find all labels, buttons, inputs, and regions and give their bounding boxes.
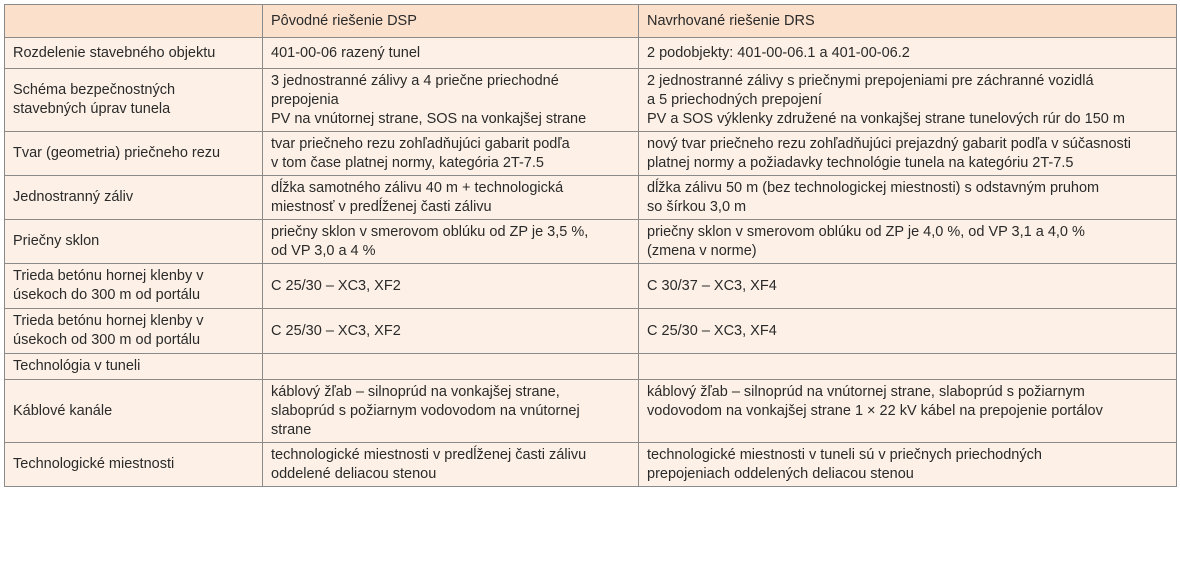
drs-cell [639, 443, 1177, 487]
dsp-cell [263, 354, 639, 380]
table-row [5, 176, 1177, 220]
table-row [5, 69, 1177, 132]
drs-cell [639, 220, 1177, 264]
drs-cell [639, 264, 1177, 309]
row-label-text: Trieda betónu hornej klenby v úsekoch do 300 m od portálu [13, 268, 204, 303]
row-label [5, 132, 263, 176]
drs-cell-line: vodovodom na vonkajšej strane 1 × 22 kV kábel na prepojenie portálov [647, 403, 1103, 419]
table-body [5, 38, 1177, 487]
dsp-cell-line: technologické miestnosti v predĺženej časti zálivu [271, 447, 587, 463]
dsp-cell [263, 220, 639, 264]
dsp-cell [263, 443, 639, 487]
drs-cell-line: (zmena v norme) [647, 243, 757, 259]
drs-cell-line: so šírkou 3,0 m [647, 199, 747, 215]
table-row [5, 220, 1177, 264]
row-label [5, 176, 263, 220]
dsp-cell [263, 69, 639, 132]
row-label-text: Káblové kanále [13, 402, 113, 419]
row-label-text: Technologické miestnosti [13, 456, 175, 472]
row-label [5, 220, 263, 264]
table-row [5, 132, 1177, 176]
drs-cell [639, 38, 1177, 69]
dsp-cell-line: prepojenia [271, 92, 339, 108]
table-row [5, 443, 1177, 487]
dsp-cell-line: dĺžka samotného zálivu 40 m + technologická [271, 180, 564, 196]
row-label-text: Priečny sklon [13, 233, 100, 249]
dsp-cell-line: 401-00-06 razený tunel [271, 45, 421, 61]
row-label [5, 264, 263, 309]
dsp-cell-line: od VP 3,0 a 4 % [271, 243, 376, 259]
header-drs: Navrhované riešenie DRS [639, 5, 1177, 38]
table-row [5, 354, 1177, 380]
header-empty [5, 5, 263, 38]
dsp-cell-line: tvar priečneho rezu zohľadňujúci gabarit podľa [271, 136, 570, 152]
table-row [5, 38, 1177, 69]
drs-cell-line: a 5 priechodných prepojení [647, 92, 822, 108]
dsp-cell-line: PV na vnútornej strane, SOS na vonkajšej strane [271, 111, 587, 127]
drs-cell-line: priečny sklon v smerovom oblúku od ZP je 4,0 %, od VP 3,1 a 4,0 % [647, 224, 1085, 240]
table-row [5, 264, 1177, 309]
drs-cell-line: 2 jednostranné zálivy s priečnymi prepojeniami pre záchranné vozidlá [647, 73, 1094, 89]
drs-cell-line: prepojeniach oddelených deliacou stenou [647, 466, 914, 482]
drs-cell [639, 354, 1177, 380]
dsp-cell-line: káblový žľab – silnoprúd na vonkajšej strane, [271, 384, 560, 400]
drs-cell [639, 132, 1177, 176]
dsp-cell-line: C 25/30 – XC3, XF2 [271, 323, 401, 339]
header-dsp: Pôvodné riešenie DSP [263, 5, 639, 38]
dsp-cell [263, 38, 639, 69]
row-label [5, 354, 263, 380]
drs-cell-line: nový tvar priečneho rezu zohľadňujúci prejazdný gabarit podľa v súčasnosti [647, 136, 1132, 152]
drs-cell-line: káblový žľab – silnoprúd na vnútornej strane, slaboprúd s požiarnym [647, 384, 1085, 400]
row-label [5, 380, 263, 443]
header-row [5, 5, 1177, 38]
row-label [5, 69, 263, 132]
dsp-cell-line: v tom čase platnej normy, kategória 2T-7.5 [271, 155, 544, 171]
dsp-cell [263, 176, 639, 220]
row-label [5, 38, 263, 69]
row-label-text: Rozdelenie stavebného objektu [13, 44, 216, 61]
dsp-cell-line: priečny sklon v smerovom oblúku od ZP je 3,5 %, [271, 224, 589, 240]
drs-cell-line: platnej normy a požiadavky technológie tunela na kategóriu 2T-7.5 [647, 155, 1074, 171]
row-label-text: Trieda betónu hornej klenby v úsekoch od 300 m od portálu [13, 313, 204, 348]
table-row [5, 309, 1177, 354]
drs-cell-line: technologické miestnosti v tuneli sú v priečnych priechodných [647, 447, 1042, 463]
dsp-cell [263, 132, 639, 176]
row-label-text: Tvar (geometria) priečneho rezu [13, 145, 221, 161]
dsp-cell-line: strane [271, 422, 312, 438]
dsp-cell-line: miestnosť v predĺženej časti zálivu [271, 199, 492, 215]
row-label-text: Jednostranný záliv [13, 189, 134, 205]
row-label [5, 443, 263, 487]
dsp-cell [263, 380, 639, 443]
comparison-table [4, 4, 1177, 487]
dsp-cell-line: C 25/30 – XC3, XF2 [271, 278, 401, 294]
dsp-cell-line: 3 jednostranné zálivy a 4 priečne priechodné [271, 73, 559, 89]
drs-cell [639, 69, 1177, 132]
drs-cell-line: C 30/37 – XC3, XF4 [647, 278, 777, 294]
row-label [5, 309, 263, 354]
drs-cell-line: C 25/30 – XC3, XF4 [647, 323, 777, 339]
row-label-text: Technológia v tuneli [13, 358, 141, 374]
drs-cell [639, 380, 1177, 443]
drs-cell-line: dĺžka zálivu 50 m (bez technologickej miestnosti) s odstavným pruhom [647, 180, 1100, 196]
drs-cell [639, 309, 1177, 354]
drs-cell-line: 2 podobjekty: 401-00-06.1 a 401-00-06.2 [647, 45, 910, 61]
dsp-cell [263, 309, 639, 354]
table-row [5, 380, 1177, 443]
drs-cell [639, 176, 1177, 220]
dsp-cell [263, 264, 639, 309]
dsp-cell-line: slaboprúd s požiarnym vodovodom na vnútornej [271, 403, 580, 419]
drs-cell-line: PV a SOS výklenky združené na vonkajšej strane tunelových rúr do 150 m [647, 111, 1125, 127]
dsp-cell-line: oddelené deliacou stenou [271, 466, 437, 482]
row-label-text: Schéma bezpečnostných stavebných úprav tunela [13, 82, 176, 117]
